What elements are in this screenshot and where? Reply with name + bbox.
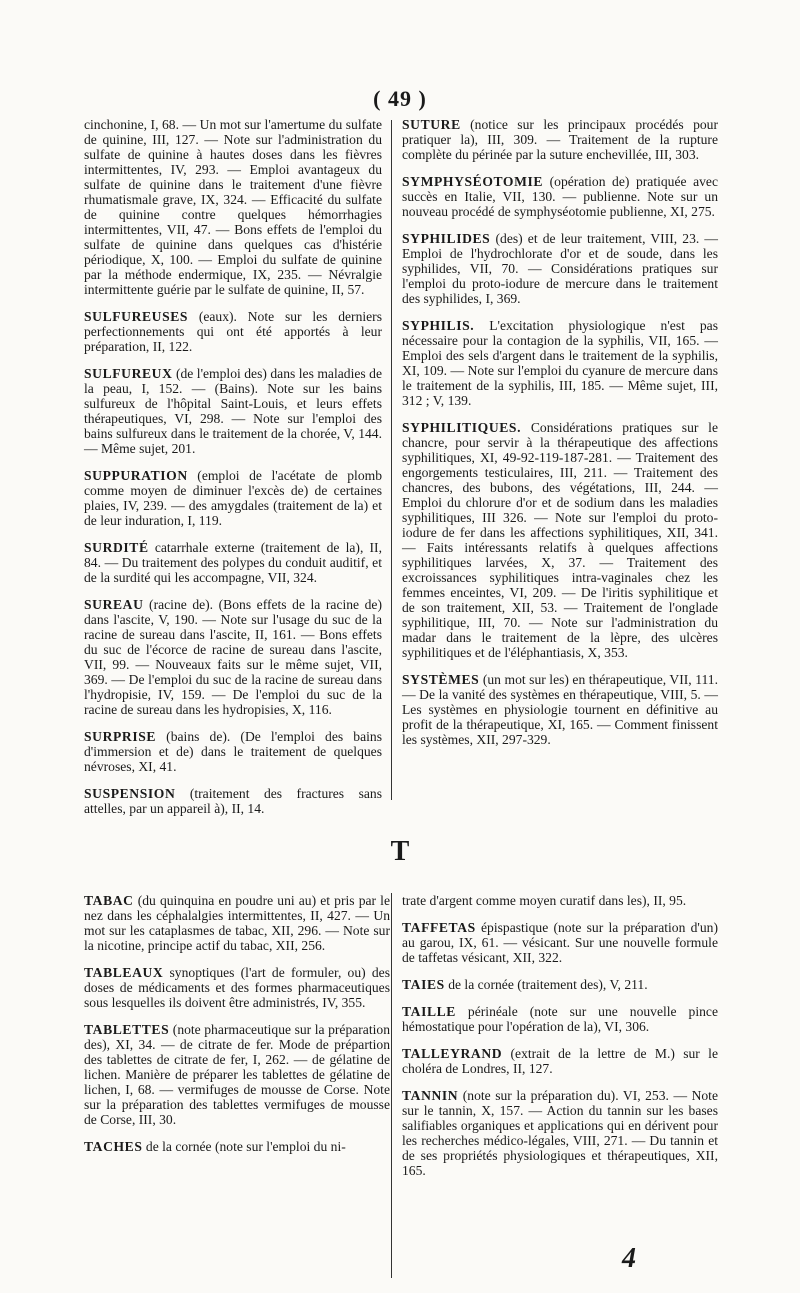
index-entry	[84, 786, 382, 816]
entry-heading: SYSTÈMES	[402, 672, 480, 687]
entry-heading: SYPHILIS.	[402, 318, 475, 333]
entry-heading: SYPHILIDES	[402, 231, 491, 246]
index-entry	[402, 672, 718, 747]
index-entry	[84, 893, 390, 953]
entry-text: cinchonine, I, 68. — Un mot sur l'amertume du sulfate de quinine, III, 127. — Note sur l'administration du sulfate de quinine à hautes doses dans les fièvres intermittentes, IV, 293. — Emploi avantageux du sulfate de quinine dans le traitement d'une fièvre rhumatismale grave, IX, 324. — Efficacité du sulfate de quinine contre quelques hémorrhagies intermittentes, VII, 47. — Bons effets de l'emploi du sulfate de quinine dans quelques cas d'histérie périodique, X, 100. — Emploi du sulfate de quinine par la méthode endermique, IX, 235. — Névralgie intermittente guérie par le sulfate de quinine, II, 57.	[84, 117, 382, 297]
entry-heading: TAFFETAS	[402, 920, 476, 935]
entry-text: (traitement des fractures sans attelles, par un appareil à), II, 14.	[84, 786, 382, 816]
entry-heading: TALLEYRAND	[402, 1046, 503, 1061]
entry-text: (note pharmaceutique sur la préparation des), XI, 34. — de citrate de fer. Mode de prépartion des tablettes de citrate de fer, I, 262. — de gélatine de lichen. Manière de préparer les tablettes de gélatine de lichen, I, 68. — vermifuges de mousse de Corse. Note sur la préparation des tablettes vermifuges de mousse de Corse, III, 30.	[84, 1022, 390, 1127]
index-entry	[84, 597, 382, 717]
index-entry	[402, 1088, 718, 1178]
index-entry	[402, 174, 718, 219]
entry-heading: SUPPURATION	[84, 468, 188, 483]
index-entry	[402, 920, 718, 965]
index-entry	[84, 965, 390, 1010]
entry-heading: SYMPHYSÉOTOMIE	[402, 174, 544, 189]
index-entry	[402, 1004, 718, 1034]
entry-heading: SYPHILITIQUES.	[402, 420, 522, 435]
index-column-top-right	[402, 117, 718, 759]
entry-text: périnéale (note sur une nouvelle pince hémostatique pour l'opération de la), VI, 306.	[402, 1004, 718, 1034]
entry-text: (emploi de l'acétate de plomb comme moyen de diminuer l'excès de) de certaines plaies, IV, 239. — des amygdales (traitement de la) et de leur induration, I, 119.	[84, 468, 382, 528]
entry-heading: SULFUREUX	[84, 366, 173, 381]
index-entry	[402, 977, 718, 992]
entry-text: catarrhale externe (traitement de la), II, 84. — Du traitement des polypes du conduit auditif, et de la surdité qui les accompagne, VII, 324.	[84, 540, 382, 585]
entry-text: L'excitation physiologique n'est pas nécessaire pour la contagion de la syphilis, VII, 165. — Emploi des sels d'argent dans le traitement de la syphilis, XI, 109. — Note sur l'emploi du cyanure de mercure dans le traitement de la syphilis, III, 185. — Même sujet, III, 312 ; V, 139.	[402, 318, 718, 408]
entry-heading: TAILLE	[402, 1004, 456, 1019]
entry-heading: TAIES	[402, 977, 445, 992]
signature-mark: 4	[622, 1243, 636, 1274]
entry-heading: SURPRISE	[84, 729, 157, 744]
index-entry	[84, 468, 382, 528]
index-entry	[84, 540, 382, 585]
entry-heading: SULFUREUSES	[84, 309, 189, 324]
entry-text: (un mot sur les) en thérapeutique, VII, 111. — De la vanité des systèmes en thérapeutique, VIII, 5. — Les systèmes en physiologie tournent en définitive au profit de la thérapeutique, XI, 165. — Comment finissent les systèmes, XII, 297-329.	[402, 672, 718, 747]
index-entry	[402, 117, 718, 162]
entry-text: (racine de). (Bons effets de la racine de) dans l'ascite, V, 190. — Note sur l'usage du suc de la racine de sureau dans l'ascite, II, 161. — Bons effets du suc de l'écorce de racine de sureau dans l'ascite, VII, 99. — Nouveaux faits sur le même sujet, VII, 369. — De l'emploi du suc de la racine de sureau dans l'hydropisie, IV, 159. — De l'emploi du suc de la racine de sureau dans les hydropisies, X, 116.	[84, 597, 382, 717]
index-entry	[84, 1139, 390, 1154]
index-entry	[402, 420, 718, 660]
index-column-bottom-left	[84, 893, 390, 1166]
entry-text: (bains de). (De l'emploi des bains d'immersion et de) dans le traitement de quelques névroses, XI, 41.	[84, 729, 382, 774]
entry-text: (note sur la préparation du). VI, 253. — Note sur le tannin, X, 157. — Action du tannin sur les bases salifiables organiques et applications qui en dérivent pour les recherches médico-légales, VIII, 271. — Du tannin et de ses propriétés physiologiques et thérapeutiques, XII, 165.	[402, 1088, 718, 1178]
index-entry	[84, 117, 382, 297]
entry-heading: SUTURE	[402, 117, 461, 132]
entry-text: (de l'emploi des) dans les maladies de la peau, I, 152. — (Bains). Note sur les bains sulfureux de l'hôpital Saint-Louis, et leurs effets thérapeutiques, VI, 298. — Note sur l'emploi des bains sulfureux dans le traitement de la chorée, V, 144. — Même sujet, 201.	[84, 366, 382, 456]
column-divider	[391, 893, 392, 1278]
entry-heading: SUREAU	[84, 597, 144, 612]
index-entry	[84, 309, 382, 354]
index-entry	[402, 1046, 718, 1076]
entry-text: (du quinquina en poudre uni au) et pris par le nez dans les céphalalgies intermittentes, II, 427. — Un mot sur les cataplasmes de tabac, XII, 296. — Note sur la nicotine, principe actif du tabac, XII, 256.	[84, 893, 390, 953]
entry-text: trate d'argent comme moyen curatif dans les), II, 95.	[402, 893, 687, 908]
page-number: ( 49 )	[373, 86, 427, 111]
entry-heading: TANNIN	[402, 1088, 459, 1103]
index-column-bottom-right	[402, 893, 718, 1190]
entry-heading: TABLETTES	[84, 1022, 170, 1037]
entry-heading: SURDITÉ	[84, 540, 149, 555]
index-column-top-left	[84, 117, 382, 828]
entry-heading: SUSPENSION	[84, 786, 176, 801]
entry-heading: TABAC	[84, 893, 134, 908]
entry-text: (eaux). Note sur les derniers perfectionnements qui ont été apportés à leur préparation, II, 122.	[84, 309, 382, 354]
entry-text: (opération de) pratiquée avec succès en Italie, VII, 130. — publienne. Note sur un nouveau procédé de symphyséotomie publienne, XI, 275.	[402, 174, 718, 219]
entry-text: Considérations pratiques sur le chancre, pour servir à la thérapeutique des affections syphilitiques, XI, 49-92-119-187-281. — Traitement des engorgements testiculaires, III, 211. — Traitement des chancres, des bubons, des végétations, III, 244. — Emploi du chlorure d'or et de sodium dans les maladies syphilitiques, III 326. — Note sur l'emploi du proto-iodure de fer dans les affections syphilitiques, XII, 341. — Faits intéressants relatifs à quelques affections syphilitiques larvées, X, 37. — Traitement des excroissances syphilitiques intra-vaginales chez les femmes enceintes, VI, 209. — De l'iritis syphilitique et de son traitement, XII, 53. — Traitement de l'onglade syphilitique, III, 70. — Note sur l'administration du madar dans le traitement de la lèpre, des ulcères syphilitiques et de l'éléphantiasis, X, 353.	[402, 420, 718, 660]
entry-text: synoptiques (l'art de formuler, ou) des doses de médicaments et des formes pharmaceutiques sous lesquelles ils doivent être administrés, IV, 355.	[84, 965, 390, 1010]
entry-text: (extrait de la lettre de M.) sur le choléra de Londres, II, 127.	[402, 1046, 718, 1076]
index-entry	[402, 231, 718, 306]
entry-text: épispastique (note sur la préparation d'un) au garou, IX, 61. — vésicant. Sur une nouvelle formule de taffetas vésicant, XII, 322.	[402, 920, 718, 965]
column-divider	[391, 120, 392, 800]
index-entry	[84, 729, 382, 774]
section-letter: T	[390, 836, 410, 867]
index-entry	[402, 318, 718, 408]
entry-heading: TACHES	[84, 1139, 143, 1154]
entry-text: de la cornée (note sur l'emploi du ni-	[142, 1139, 346, 1154]
entry-text: (des) et de leur traitement, VIII, 23. — Emploi de l'hydrochlorate d'or et de soude, dans les syphilides, VII, 70. — Considérations pratiques sur l'emploi du proto-iodure de mercure dans le traitement des syphilides, I, 369.	[402, 231, 718, 306]
index-entry	[84, 366, 382, 456]
entry-heading: TABLEAUX	[84, 965, 164, 980]
index-entry	[84, 1022, 390, 1127]
index-entry	[402, 893, 718, 908]
entry-text: de la cornée (traitement des), V, 211.	[444, 977, 648, 992]
entry-text: (notice sur les principaux procédés pour pratiquer la), III, 309. — Traitement de la rupture complète du périnée par la suture enchevillée, III, 303.	[402, 117, 718, 162]
